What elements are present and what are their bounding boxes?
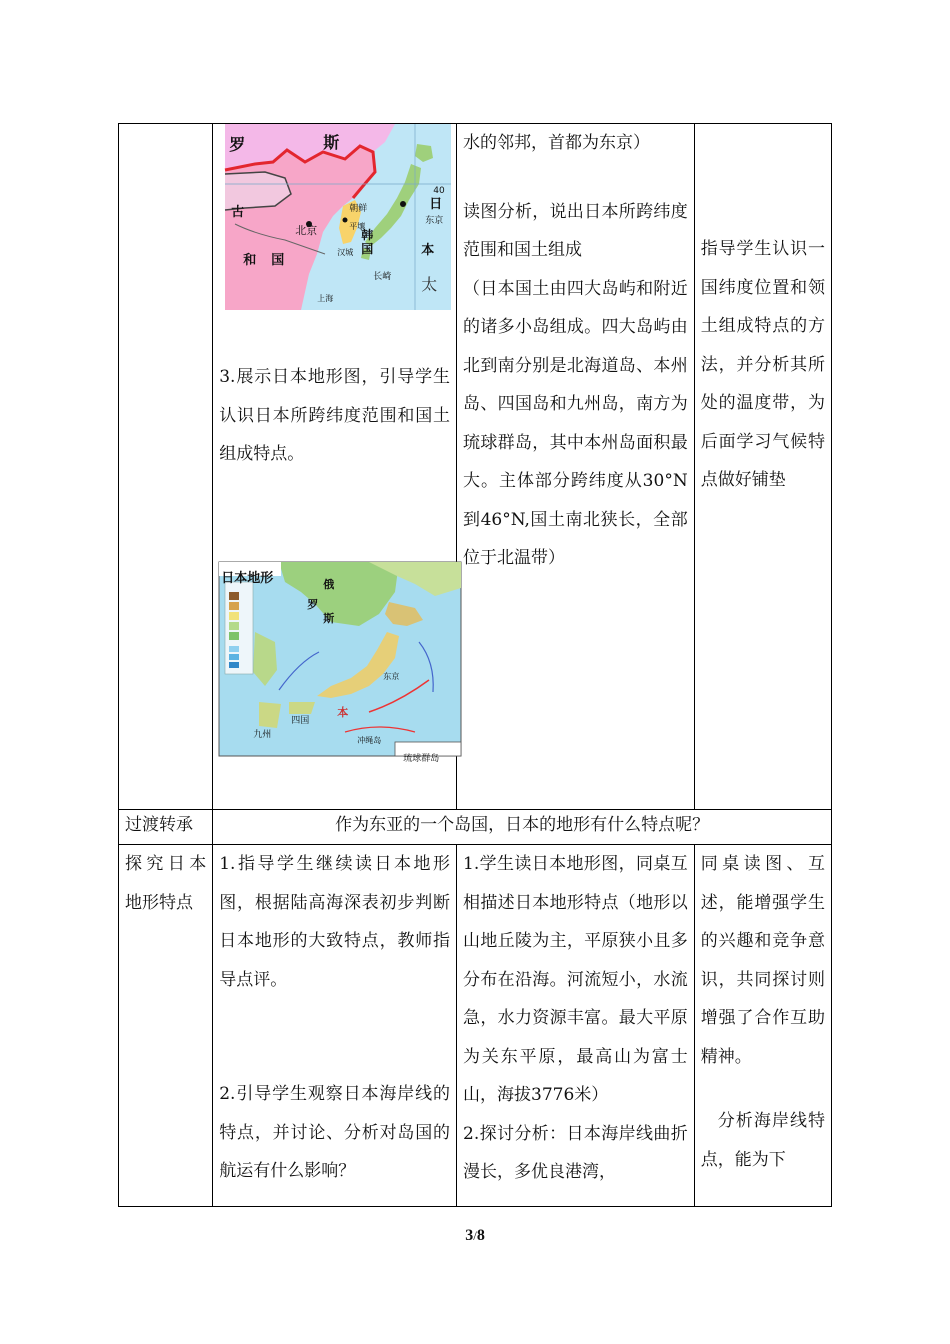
stage-cell: 过渡转承 bbox=[119, 810, 213, 845]
transition-content: 作为东亚的一个岛国，日本的地形有什么特点呢？ bbox=[213, 810, 832, 845]
total-pages: 8 bbox=[476, 1227, 485, 1244]
map-label: 太 bbox=[421, 275, 438, 294]
student-activity-cell bbox=[457, 845, 695, 1207]
map-label: 东京 bbox=[425, 216, 444, 226]
map-label: 古 bbox=[231, 205, 245, 220]
map-label: 40 bbox=[433, 186, 445, 196]
stage-cell-empty bbox=[119, 124, 213, 810]
teacher-activity-cell bbox=[213, 124, 457, 810]
table-row bbox=[119, 810, 832, 845]
east-asia-map bbox=[225, 124, 451, 310]
table-row bbox=[119, 124, 832, 810]
map-label: 和 bbox=[243, 253, 257, 268]
map-label: 长崎 bbox=[373, 272, 392, 282]
paragraph: 分析海岸线特点，能为下 bbox=[700, 1111, 825, 1170]
page-number bbox=[0, 1227, 950, 1245]
stage-cell: 探究日本地形特点 bbox=[119, 845, 213, 1207]
japan-topographic-map bbox=[219, 562, 461, 764]
paragraph: 读图分析，说出日本所跨纬度范围和国土组成 bbox=[463, 201, 688, 260]
design-intent-cell bbox=[694, 124, 831, 810]
map-label: 北京 bbox=[295, 224, 318, 237]
map-label: 朝鲜 bbox=[349, 204, 368, 214]
teacher-activity-cell bbox=[213, 845, 457, 1207]
map-label: 东京 bbox=[383, 671, 400, 681]
student-activity-cell bbox=[457, 124, 695, 810]
lesson-plan-table bbox=[118, 123, 832, 1207]
current-page: 3 bbox=[465, 1227, 474, 1244]
map-label: 国 bbox=[271, 253, 285, 268]
map-label: 冲绳岛 bbox=[357, 735, 382, 745]
paragraph: （日本国土由四大岛屿和附近的诸多小岛组成。四大岛屿由北到南分别是北海道岛、本州岛、四国岛和九州岛，南方为琉球群岛，其中本州岛面积最大。主体部分跨纬度从30°N到46°N,国土南北狭长，全部位于北温带） bbox=[463, 278, 688, 568]
map-label: 九州 bbox=[253, 729, 272, 740]
map-label: 本 bbox=[421, 243, 435, 258]
map-label: 汉城 bbox=[337, 248, 354, 257]
paragraph: 1.指导学生继续读日本地形图，根据陆高海深表初步判断日本地形的大致特点，教师指导点评。 bbox=[219, 854, 451, 990]
map-label: 国 bbox=[361, 242, 374, 256]
paragraph: 1.学生读日本地形图，同桌互相描述日本地形特点（地形以山地丘陵为主，平原狭小且多分布在沿海。河流短小，水流急，水力资源丰富。最大平原为关东平原，最高山为富士山，海拔3776米） bbox=[463, 854, 688, 1105]
paragraph: 指导学生认识一国纬度位置和领土组成特点的方法，并分析其所处的温度带，为后面学习气候特点做好铺垫 bbox=[700, 239, 825, 490]
paragraph: 2.探讨分析：日本海岸线曲折漫长，多优良港湾， bbox=[463, 1123, 688, 1182]
step-3-text: 3.展示日本地形图，引导学生认识日本所跨纬度范围和国土组成特点。 bbox=[219, 367, 451, 464]
design-intent-cell bbox=[694, 845, 831, 1207]
map-label: 四国 bbox=[291, 715, 310, 726]
map-label: 上海 bbox=[317, 294, 334, 303]
table-row bbox=[119, 845, 832, 1207]
map-label: 罗 bbox=[229, 135, 246, 154]
map-label: 平壤 bbox=[349, 222, 366, 231]
map-label: 斯 bbox=[323, 611, 335, 625]
map-label: 斯 bbox=[323, 133, 340, 152]
page-separator: / bbox=[473, 1228, 477, 1243]
paragraph: 2.引导学生观察日本海岸线的特点，并讨论、分析对岛国的航运有什么影响？ bbox=[219, 1084, 451, 1181]
map-label: 本 bbox=[337, 705, 349, 719]
map-label: 韩 bbox=[361, 228, 374, 242]
map-label: 俄 bbox=[323, 577, 335, 591]
map-label: 日 bbox=[429, 197, 443, 212]
map-title: 日本地形 bbox=[221, 570, 274, 586]
paragraph: 水的邻邦，首都为东京） bbox=[463, 133, 651, 153]
map-label: 琉球群岛 bbox=[403, 753, 440, 764]
paragraph: 同桌读图、互述，能增强学生的兴趣和竞争意识，共同探讨则增强了合作互助精神。 bbox=[700, 854, 825, 1067]
map-label: 罗 bbox=[307, 597, 319, 611]
